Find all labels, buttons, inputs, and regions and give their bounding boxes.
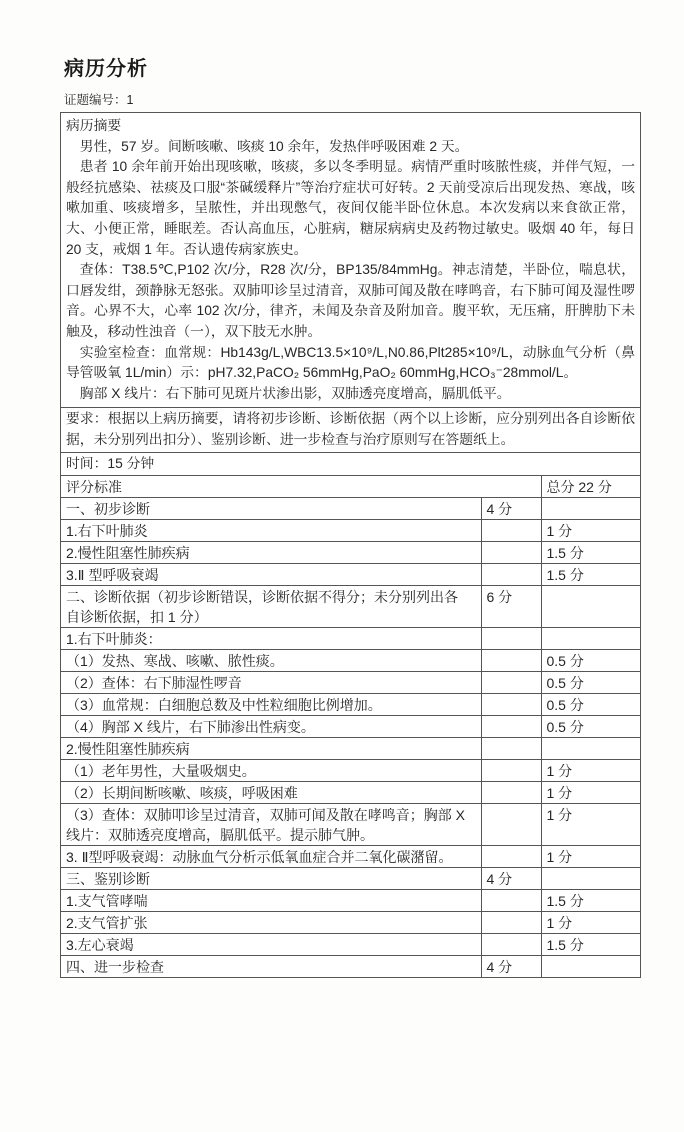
item-score: 1.5 分 — [541, 934, 640, 956]
criterion-text: （3）查体：双肺叩诊呈过清音，双肺可闻及散在哮鸣音；胸部 X 线片：双肺透亮度增高，膈肌低平。提示肺气肿。 — [61, 804, 481, 846]
criterion-text: 2.慢性阻塞性肺疾病 — [61, 542, 481, 564]
item-score: 0.5 分 — [541, 694, 640, 716]
criterion-text: 1.右下叶肺炎 — [61, 520, 481, 542]
empty-cell — [481, 694, 541, 716]
question-id: 证题编号：1 — [64, 93, 134, 107]
empty-cell — [481, 520, 541, 542]
item-row-type2-respiratory-failure — [61, 564, 640, 586]
empty-cell — [541, 868, 640, 890]
item-score: 1 分 — [541, 760, 640, 782]
criterion-text: 三、鉴别诊断 — [61, 868, 481, 890]
item-row-rll-pneumonia — [61, 520, 640, 542]
empty-cell — [481, 782, 541, 804]
criterion-text: 2.慢性阻塞性肺疾病 — [61, 738, 481, 760]
empty-cell — [481, 672, 541, 694]
criterion-text: （1）老年男性，大量吸烟史。 — [61, 760, 481, 782]
basis-row-copd-1 — [61, 760, 640, 782]
item-score: 0.5 分 — [541, 716, 640, 738]
empty-cell — [481, 650, 541, 672]
section-row-differential-diagnosis — [61, 868, 640, 890]
criterion-text: 1.支气管哮喘 — [61, 890, 481, 912]
criterion-text: 1.右下叶肺炎： — [61, 628, 481, 650]
case-summary-cell — [61, 113, 640, 408]
empty-cell — [541, 586, 640, 628]
empty-cell — [541, 956, 640, 978]
scoring-table — [61, 476, 640, 977]
criterion-text: 四、进一步检查 — [61, 956, 481, 978]
section-row-diagnostic-basis — [61, 586, 640, 628]
criterion-text: （2）查体：右下肺湿性啰音 — [61, 672, 481, 694]
empty-cell — [481, 846, 541, 868]
item-score: 1 分 — [541, 520, 640, 542]
criterion-text: 3. Ⅱ型呼吸衰竭：动脉血气分析示低氧血症合并二氧化碳潴留。 — [61, 846, 481, 868]
item-row-differential-1 — [61, 890, 640, 912]
item-row-differential-3 — [61, 934, 640, 956]
basis-row-pneumonia-2 — [61, 672, 640, 694]
empty-cell — [481, 564, 541, 586]
item-score: 1 分 — [541, 912, 640, 934]
basis-row-pneumonia-3 — [61, 694, 640, 716]
empty-cell — [541, 498, 640, 520]
item-score: 0.5 分 — [541, 650, 640, 672]
criterion-text: 二、诊断依据（初步诊断错误，诊断依据不得分；未分别列出各 自诊断依据，扣 1 分） — [61, 586, 481, 628]
item-row-differential-2 — [61, 912, 640, 934]
empty-cell — [481, 738, 541, 760]
section-score: 4 分 — [481, 868, 541, 890]
empty-cell — [481, 760, 541, 782]
empty-cell — [481, 804, 541, 846]
empty-cell — [481, 542, 541, 564]
basis-row-respiratory-failure — [61, 846, 640, 868]
case-summary-lab-tests: 实验室检查：血常规：Hb143g/L,WBC13.5×10⁹/L,N0.86,Plt285×10⁹/L，动脉血气分析（鼻导管吸氧 1L/min）示：pH7.32,PaCO₂ 56mmHg,PaO₂ 60mmHg,HCO₃⁻28mmol/L。 — [66, 344, 635, 381]
empty-cell — [541, 738, 640, 760]
time-limit: 时间：15 分钟 — [61, 453, 640, 477]
case-summary-chest-xray: 胸部 X 线片：右下肺可见斑片状渗出影，双肺透亮度增高，膈肌低平。 — [79, 385, 511, 401]
section-score: 4 分 — [481, 956, 541, 978]
empty-cell — [481, 716, 541, 738]
section-score: 6 分 — [481, 586, 541, 628]
criterion-text: （3）血常规：白细胞总数及中性粒细胞比例增加。 — [61, 694, 481, 716]
basis-row-copd-3 — [61, 804, 640, 846]
scoring-total: 总分 22 分 — [541, 476, 640, 498]
scoring-header-label: 评分标准 — [61, 476, 541, 498]
item-score: 1.5 分 — [541, 890, 640, 912]
criterion-text: （2）长期间断咳嗽、咳痰，呼吸困难 — [61, 782, 481, 804]
basis-row-pneumonia-4 — [61, 716, 640, 738]
item-score: 1.5 分 — [541, 542, 640, 564]
item-row-copd — [61, 542, 640, 564]
criterion-text: （1）发热、寒战、咳嗽、脓性痰。 — [61, 650, 481, 672]
empty-cell — [481, 628, 541, 650]
scoring-header-row — [61, 476, 640, 498]
criterion-text: 一、初步诊断 — [61, 498, 481, 520]
requirement-text: 要求：根据以上病历摘要，请将初步诊断、诊断依据（两个以上诊断，应分别列出各自诊断依据，未分别列出扣分）、鉴别诊断、进一步检查与治疗原则写在答题纸上。 — [61, 408, 640, 452]
case-summary-physical-exam: 查体：T38.5℃,P102 次/分，R28 次/分，BP135/84mmHg。神志清楚，半卧位，喘息状，口唇发绀，颈静脉无怒张。双肺叩诊呈过清音，双肺可闻及散在哮鸣音，右下肺可闻及湿性啰音。心界不大，心率 102 次/分，律齐，未闻及杂音及附加音。腹平软，无压痛，肝脾肋下未触及，移动性浊音（一），双下肢无水肿。 — [66, 262, 635, 339]
item-score: 1 分 — [541, 804, 640, 846]
case-summary-chief-complaint: 男性，57 岁。间断咳嗽、咳痰 10 余年，发热伴呼吸困难 2 天。 — [79, 138, 469, 154]
item-score: 1 分 — [541, 782, 640, 804]
criterion-text: 3.Ⅱ 型呼吸衰竭 — [61, 564, 481, 586]
section-score: 4 分 — [481, 498, 541, 520]
empty-cell — [481, 934, 541, 956]
page-title: 病历分析 — [64, 58, 148, 80]
criterion-text: 3.左心衰竭 — [61, 934, 481, 956]
basis-row-copd-2 — [61, 782, 640, 804]
case-summary-history: 患者 10 余年前开始出现咳嗽，咳痰，多以冬季明显。病情严重时咳脓性痰，并伴气短，一般经抗感染、祛痰及口服“茶碱缓释片”等治疗症状可好转。2 天前受凉后出现发热、寒战，咳嗽加重、咳痰增多，呈脓性，并出现憋气，夜间仅能半卧位休息。本次发病以来食欲正常，大、小便正常，睡眠差。否认高血压，心脏病，糖尿病病史及药物过敏史。吸烟 40 年，每日 20 支，戒烟 1 年。否认遗传病家族史。 — [66, 159, 635, 257]
case-summary-heading: 病历摘要 — [66, 118, 122, 133]
empty-cell — [481, 890, 541, 912]
basis-row-pneumonia-1 — [61, 650, 640, 672]
section-row-further-tests — [61, 956, 640, 978]
empty-cell — [481, 912, 541, 934]
subheading-row-copd-basis — [61, 738, 640, 760]
section-row-initial-diagnosis — [61, 498, 640, 520]
criterion-text: 2.支气管扩张 — [61, 912, 481, 934]
item-score: 1 分 — [541, 846, 640, 868]
item-score: 0.5 分 — [541, 672, 640, 694]
case-analysis-sheet — [60, 112, 641, 978]
item-score: 1.5 分 — [541, 564, 640, 586]
criterion-text: （4）胸部 X 线片，右下肺渗出性病变。 — [61, 716, 481, 738]
subheading-row-pneumonia-basis — [61, 628, 640, 650]
empty-cell — [541, 628, 640, 650]
